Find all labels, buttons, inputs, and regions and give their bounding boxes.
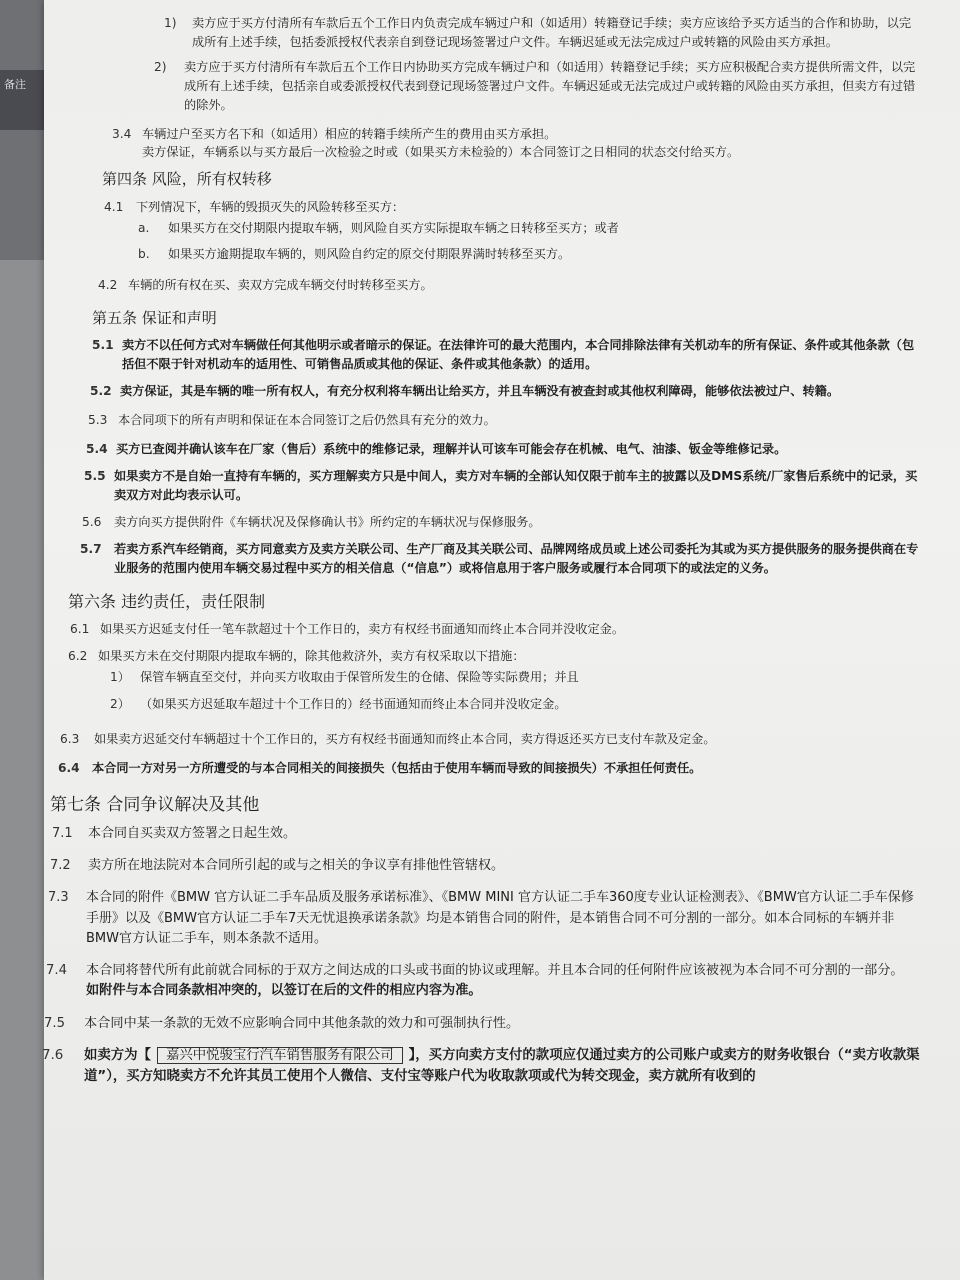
clause-text: 如果卖方不是自始一直持有车辆的，买方理解卖方只是中间人，卖方对车辆的全部认知仅限于前车主的披露以及DMS系统/厂家售后系统中的记录，买卖双方对此均表示认可。 bbox=[114, 469, 918, 502]
clause-number: 4.1 bbox=[104, 199, 124, 214]
clause-text: 卖方所在地法院对本合同所引起的或与之相关的争议享有排他性管辖权。 bbox=[88, 858, 505, 874]
clause-number: 7.2 bbox=[50, 858, 71, 874]
clause-4-1-a bbox=[138, 219, 920, 238]
clause-number: 7.4 bbox=[46, 962, 67, 978]
clause-text: 如果卖方迟延交付车辆超过十个工作日的，买方有权经书面通知而终止本合同，卖方得返还买方已支付车款及定金。 bbox=[94, 731, 716, 746]
clause-number: b. bbox=[138, 247, 150, 262]
clause-5-1 bbox=[92, 336, 920, 374]
clause-text: 保管车辆直至交付，并向买方收取由于保管所发生的仓储、保险等实际费用；并且 bbox=[140, 670, 579, 685]
seller-name-field: 嘉兴中悦骏宝行汽车销售服务有限公司 bbox=[157, 1047, 403, 1064]
contract-paper bbox=[44, 0, 960, 1280]
clause-text: 如卖方为【 bbox=[84, 1048, 151, 1064]
clause-6-2-1 bbox=[110, 668, 920, 687]
clause-number: 7.3 bbox=[48, 890, 69, 906]
clause-text: 卖方应于买方付清所有车款后五个工作日内负责完成车辆过户和（如适用）转籍登记手续；卖方应该给予买方适当的合作和协助，以完成所有上述手续，包括委派授权代表亲自到登记现场签署过户文件。车辆迟延或无法完成过户或转籍的风险由买方承担。 bbox=[192, 16, 912, 49]
clause-number: 1) bbox=[164, 16, 177, 30]
clause-number: 5.7 bbox=[80, 541, 102, 556]
clause-text: （如果买方迟延取车超过十个工作日的）经书面通知而终止本合同并没收定金。 bbox=[140, 697, 567, 712]
clause-5-2 bbox=[90, 382, 920, 401]
clause-6-3 bbox=[60, 730, 920, 749]
clause-number: 3.4 bbox=[112, 126, 132, 141]
clause-text: 本合同将替代所有此前就合同标的于双方之间达成的口头或书面的协议或理解。并且本合同的任何附件应该被视为本合同不可分割的一部分。 bbox=[86, 962, 904, 978]
clause-text: 车辆的所有权在买、卖双方完成车辆交付时转移至买方。 bbox=[128, 278, 433, 293]
clause-6-2 bbox=[68, 647, 920, 666]
article-6-title: 第六条 违约责任，责任限制 bbox=[68, 591, 266, 611]
clause-3-3-1 bbox=[164, 14, 920, 52]
clause-text: 卖方保证，车辆系以与买方最后一次检验之时或（如果买方未检验的）本合同签订之日相同的状态交付给买方。 bbox=[142, 145, 740, 160]
clause-text: 若卖方系汽车经销商，买方同意卖方及卖方关联公司、生产厂商及其关联公司、品牌网络成员或上述公司委托为其或为买方提供服务的服务提供商在专业服务的范围内使用车辆交易过程中买方的相关信息（“信息”）或将信息用于客户服务或履行本合同项下的或法定的义务。 bbox=[114, 541, 919, 575]
clause-number: 7.6 bbox=[42, 1048, 64, 1064]
clause-text: 本合同一方对另一方所遭受的与本合同相关的间接损失（包括由于使用车辆而导致的间接损失）不承担任何责任。 bbox=[92, 760, 702, 775]
clause-7-2 bbox=[50, 856, 920, 876]
clause-text: 】，买方向卖方支付的款项应仅通过卖方的公司账户或卖方的财务收银台（“卖方收款渠道”），买方知晓卖方不允许其员工使用个人微信、支付宝等账户代为收取款项或代为转交现金，卖方就所有收到的 bbox=[84, 1048, 920, 1084]
clause-number: 4.2 bbox=[98, 278, 118, 293]
clause-4-1 bbox=[104, 198, 920, 217]
clause-7-3 bbox=[48, 888, 920, 948]
clause-4-2 bbox=[98, 276, 920, 295]
clause-7-1 bbox=[52, 824, 920, 844]
clause-text: 本合同项下的所有声明和保证在本合同签订之后仍然具有充分的效力。 bbox=[118, 413, 496, 428]
clause-number: 2） bbox=[110, 697, 130, 712]
clause-number: 5.2 bbox=[90, 384, 112, 399]
clause-text: 如果买方逾期提取车辆的，则风险自约定的原交付期限界满时转移至买方。 bbox=[168, 247, 571, 262]
clause-5-6 bbox=[82, 513, 920, 532]
clause-number: 5.6 bbox=[82, 514, 102, 529]
clause-number: 5.3 bbox=[88, 413, 108, 428]
clause-4-1-b bbox=[138, 245, 920, 264]
clause-number: 6.3 bbox=[60, 731, 80, 746]
clause-7-6 bbox=[42, 1046, 920, 1088]
clause-7-4 bbox=[46, 961, 920, 1002]
clause-number: 7.1 bbox=[52, 826, 73, 842]
clause-text: 卖方保证，其是车辆的唯一所有权人，有充分权利将车辆出让给买方，并且车辆没有被查封或其他权利障碍，能够依法被过户、转籍。 bbox=[120, 384, 840, 399]
clause-text: 本合同的附件《BMW 官方认证二手车品质及服务承诺标准》、《BMW MINI 官方认证二手车360度专业认证检测表》、《BMW官方认证二手车保修手册》以及《BMW官方认证二手车7天无忧退换承诺条款》均是本销售合同的附件，是本销售合同不可分割的一部分。如本合同标的车辆并非BMW官方认证二手车，则本条款不适用。 bbox=[86, 890, 914, 946]
clause-text: 卖方向买方提供附件《车辆状况及保修确认书》所约定的车辆状况与保修服务。 bbox=[114, 514, 541, 529]
article-4-title: 第四条 风险，所有权转移 bbox=[102, 170, 272, 189]
clause-text: 如果买方在交付期限内提取车辆，则风险自买方实际提取车辆之日转移至买方；或者 bbox=[168, 220, 619, 235]
clause-text: 本合同自买卖双方签署之日起生效。 bbox=[88, 826, 297, 842]
clause-6-4 bbox=[58, 759, 920, 778]
clause-3-3-2 bbox=[154, 58, 920, 115]
clause-text: 本合同中某一条款的无效不应影响合同中其他条款的效力和可强制执行性。 bbox=[84, 1015, 520, 1031]
clause-text: 下列情况下，车辆的毁损灭失的风险转移至买方： bbox=[136, 199, 405, 214]
clause-text: 如果买方迟延支付任一笔车款超过十个工作日的，卖方有权经书面通知而终止本合同并没收定金。 bbox=[100, 622, 625, 637]
clause-7-5 bbox=[44, 1014, 920, 1034]
clause-number: 5.1 bbox=[92, 338, 114, 353]
contract-page bbox=[44, 0, 960, 1280]
clause-number: 5.5 bbox=[84, 469, 106, 483]
clause-number: 2) bbox=[154, 59, 167, 74]
clause-text: 卖方应于买方付清所有车款后五个工作日内协助买方完成车辆过户和（如适用）转籍登记手续；买方应积极配合卖方提供所需文件，以完成所有上述手续，包括亲自或委派授权代表到登记现场签署过户文件。车辆迟延或无法完成过户或转籍的风险由买方承担，但卖方有过错的除外。 bbox=[184, 59, 916, 112]
clause-5-4 bbox=[86, 440, 920, 459]
clause-number: 6.1 bbox=[70, 622, 90, 637]
clause-6-1 bbox=[70, 620, 920, 639]
clause-number: 5.4 bbox=[86, 442, 108, 457]
clause-number: a. bbox=[138, 220, 150, 235]
clause-text: 如果买方未在交付期限内提取车辆的，除其他救济外，卖方有权采取以下措施： bbox=[98, 649, 525, 664]
clause-3-4 bbox=[112, 125, 920, 163]
clause-number: 6.4 bbox=[58, 760, 80, 775]
clause-6-2-2 bbox=[110, 695, 920, 714]
clause-5-7 bbox=[80, 540, 920, 578]
clause-number: 6.2 bbox=[68, 649, 88, 664]
article-5-title: 第五条 保证和声明 bbox=[92, 309, 217, 328]
clause-number: 7.5 bbox=[44, 1015, 65, 1031]
clause-text: 卖方不以任何方式对车辆做任何其他明示或者暗示的保证。在法律许可的最大范围内，本合同排除法律有关机动车的所有保证、条件或其他条款（包括但不限于针对机动车的适用性、可销售品质或其他的保证、条件或其他条款）的适用。 bbox=[122, 338, 915, 372]
clause-text: 车辆过户至买方名下和（如适用）相应的转籍手续所产生的费用由买方承担。 bbox=[142, 126, 557, 141]
article-7-title: 第七条 合同争议解决及其他 bbox=[50, 794, 260, 815]
clause-text: 买方已查阅并确认该车在厂家（售后）系统中的维修记录，理解并认可该车可能会存在机械、电气、油漆、钣金等维修记录。 bbox=[116, 442, 787, 457]
clause-5-5 bbox=[84, 467, 920, 505]
desk-note: 备注 bbox=[0, 70, 52, 130]
clause-5-3 bbox=[88, 411, 920, 430]
clause-number: 1） bbox=[110, 670, 130, 685]
clause-text-bold: 如附件与本合同条款相冲突的，以签订在后的文件的相应内容为准。 bbox=[86, 983, 482, 999]
